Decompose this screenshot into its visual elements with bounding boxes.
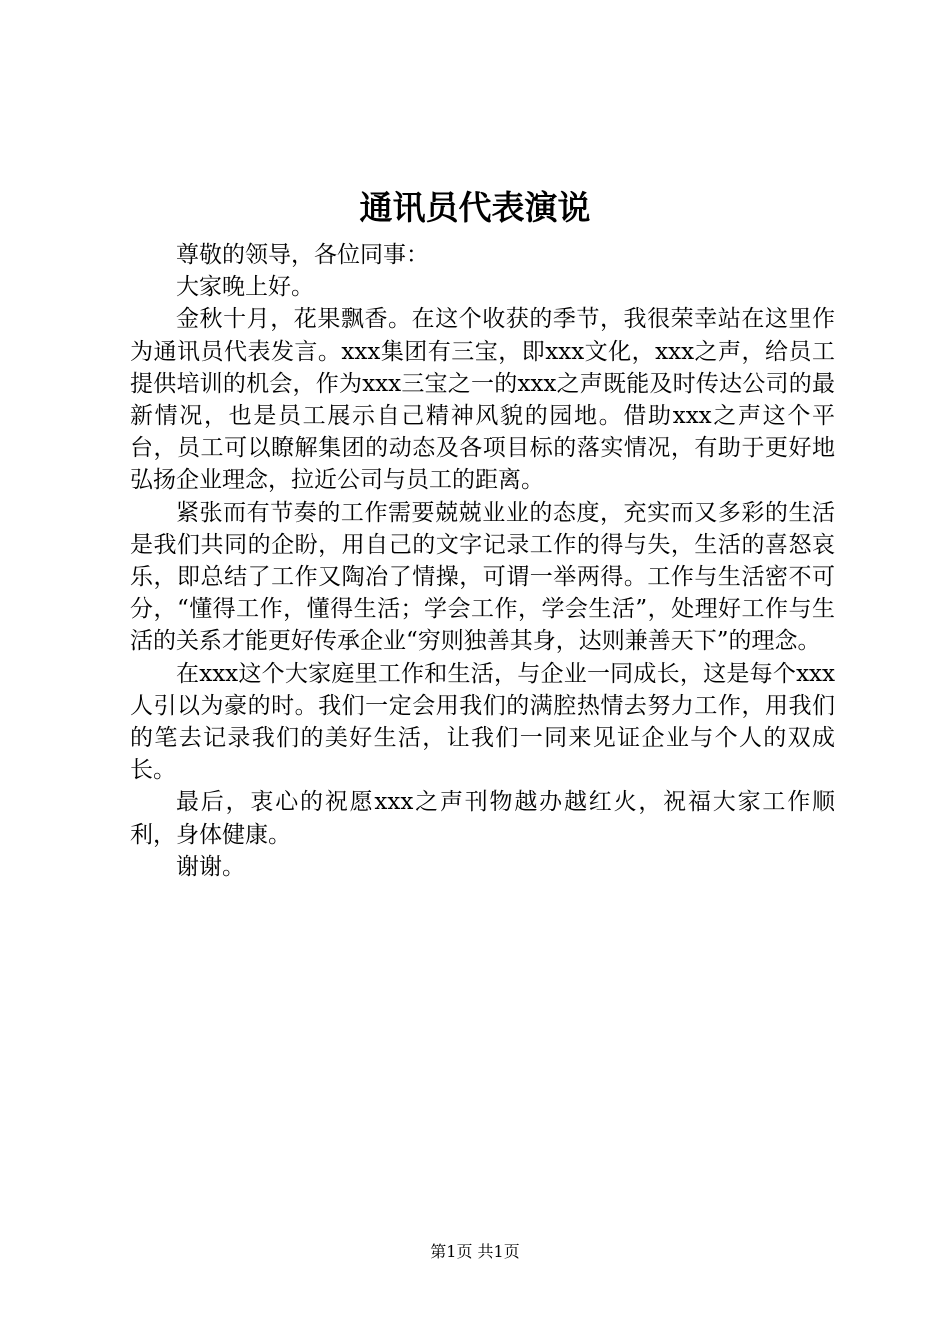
document-body	[130, 239, 835, 883]
closing-wishes: 最后，衷心的祝愿xxx之声刊物越办越红火，祝福大家工作顺利，身体健康。	[130, 789, 835, 848]
document-title: 通讯员代表演说	[359, 188, 591, 227]
greeting: 大家晚上好。	[176, 274, 314, 301]
page-number-footer: 第1页 共1页	[430, 1242, 520, 1261]
body-paragraph-2: 紧张而有节奏的工作需要兢兢业业的态度，充实而又多彩的生活是我们共同的企盼，用自己的文字记录工作的得与失，生活的喜怒哀乐，即总结了工作又陶冶了情操，可谓一举两得。工作与生活密不可分，“懂得工作，懂得生活；学会工作，学会生活”，处理好工作与生活的关系才能更好传承企业“穷则独善其身，达则兼善天下”的理念。	[130, 499, 835, 655]
body-paragraph-1: 金秋十月，花果飘香。在这个收获的季节，我很荣幸站在这里作为通讯员代表发言。xxx集团有三宝，即xxx文化，xxx之声，给员工提供培训的机会，作为xxx三宝之一的xxx之声既能及时传达公司的最新情况，也是员工展示自己精神风貌的园地。借助xxx之声这个平台，员工可以瞭解集团的动态及各项目标的落实情况，有助于更好地弘扬企业理念，拉近公司与员工的距离。	[130, 306, 835, 494]
body-paragraph-3: 在xxx这个大家庭里工作和生活，与企业一同成长，这是每个xxx人引以为豪的时。我们一定会用我们的满腔热情去努力工作，用我们的笔去记录我们的美好生活，让我们一同来见证企业与个人的双成长。	[130, 660, 835, 784]
salutation: 尊敬的领导，各位同事：	[176, 242, 429, 268]
thanks: 谢谢。	[176, 853, 245, 880]
